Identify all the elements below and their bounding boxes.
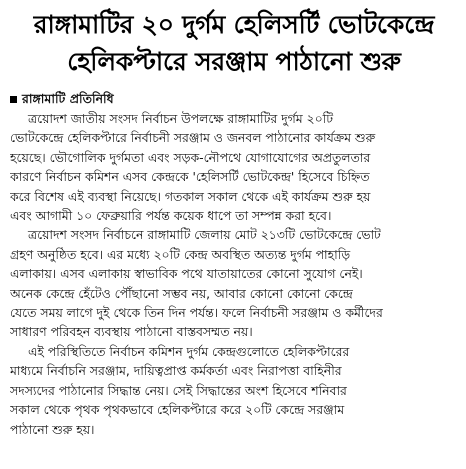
headline-line-1: রাঙ্গামাটির ২০ দুর্গম হেলিসর্টি ভোটকেন্দ্রে (33, 10, 435, 39)
headline (10, 0, 458, 80)
paragraph-line: মাধ্যমে নির্বাচনি সরঞ্জাম, দায়িত্বপ্রাপ্ত কর্মকর্তা এবং নিরাপত্তা বাহিনীর (10, 363, 342, 379)
paragraph-line: এবং আগামী ১০ ফেব্রুয়ারি পর্যন্ত কয়েক ধাপে তা সম্পন্ন করা হবে। (10, 208, 332, 224)
article-paragraph (10, 109, 458, 225)
square-bullet-icon (10, 96, 17, 103)
paragraph-line: এই পরিস্থিতিতে নির্বাচন কমিশন দুর্গম কেন্দ্রগুলোতে হেলিকপ্টারের (28, 343, 350, 359)
paragraph-line: হয়েছে। ভৌগোলিক দুর্গমতা এবং সড়ক-নৌপথে যোগাযোগের অপ্রতুলতার (10, 149, 371, 165)
paragraph-line: সাধারণ পরিবহন ব্যবস্থায় পাঠানো বাস্তবসম্মত নয়। (10, 324, 253, 340)
paragraph-line: পাঠানো শুরু হয়। (10, 421, 95, 437)
article-body (10, 109, 458, 439)
paragraph-line: করে বিশেষ এই ব্যবস্থা নিয়েছে। গতকাল সকাল থেকে এই কার্যক্রম শুরু হয় (10, 188, 371, 204)
paragraph-line: সদস্যদের পাঠানোর সিদ্ধান্ত নেয়। সেই সিদ্ধান্তের অংশ হিসেবে শনিবার (10, 382, 347, 398)
paragraph-line: ত্রয়োদশ জাতীয় সংসদ নির্বাচন উপলক্ষে রাঙ্গামাটির দুর্গম ২০টি (28, 111, 333, 126)
paragraph-line: অনেক কেন্দ্রে হেঁটেও পৌঁছানো সম্ভব নয়, আবার কোনো কোনো কেন্দ্রে (10, 285, 353, 301)
paragraph-line: যেতে সময় লাগে দুই থেকে তিন দিন পর্যন্ত। ফলে নির্বাচনী সরঞ্জাম ও কর্মীদের (10, 305, 383, 321)
article-paragraph (10, 225, 458, 341)
paragraph-line: এলাকায়। এসব এলাকায় স্বাভাবিক পথে যাতায়াতের কোনো সুযোগ নেই। (10, 266, 363, 282)
paragraph-line: কারণে নির্বাচন কমিশন এসব কেন্দ্রকে 'হেলিসর্টি ভোটকেন্দ্র' হিসেবে চিহ্নিত (10, 169, 370, 185)
paragraph-line: গ্রহণ অনুষ্ঠিত হবে। এর মধ্যে ২০টি কেন্দ্র অবস্থিত অত্যন্ত দুর্গম পাহাড়ি (10, 246, 351, 262)
paragraph-line: ভোটকেন্দ্রে হেলিকপ্টারে নির্বাচনী সরঞ্জাম ও জনবল পাঠানোর কার্যক্রম শুরু (10, 130, 376, 146)
paragraph-line: সকাল থেকে পৃথক পৃথকভাবে হেলিকপ্টারে করে ২০টি কেন্দ্রে সরঞ্জাম (10, 402, 345, 418)
article-paragraph (10, 342, 458, 439)
paragraph-line: ত্রয়োদশ সংসদ নির্বাচনে রাঙ্গামাটি জেলায় মোট ২১৩টি ভোটকেন্দ্রে ভোট (28, 227, 381, 243)
headline-line-2: হেলিকপ্টারে সরঞ্জাম পাঠানো শুরু (67, 47, 401, 76)
byline-text: রাঙ্গামাটি প্রতিনিধি (22, 91, 114, 106)
byline (10, 91, 458, 107)
